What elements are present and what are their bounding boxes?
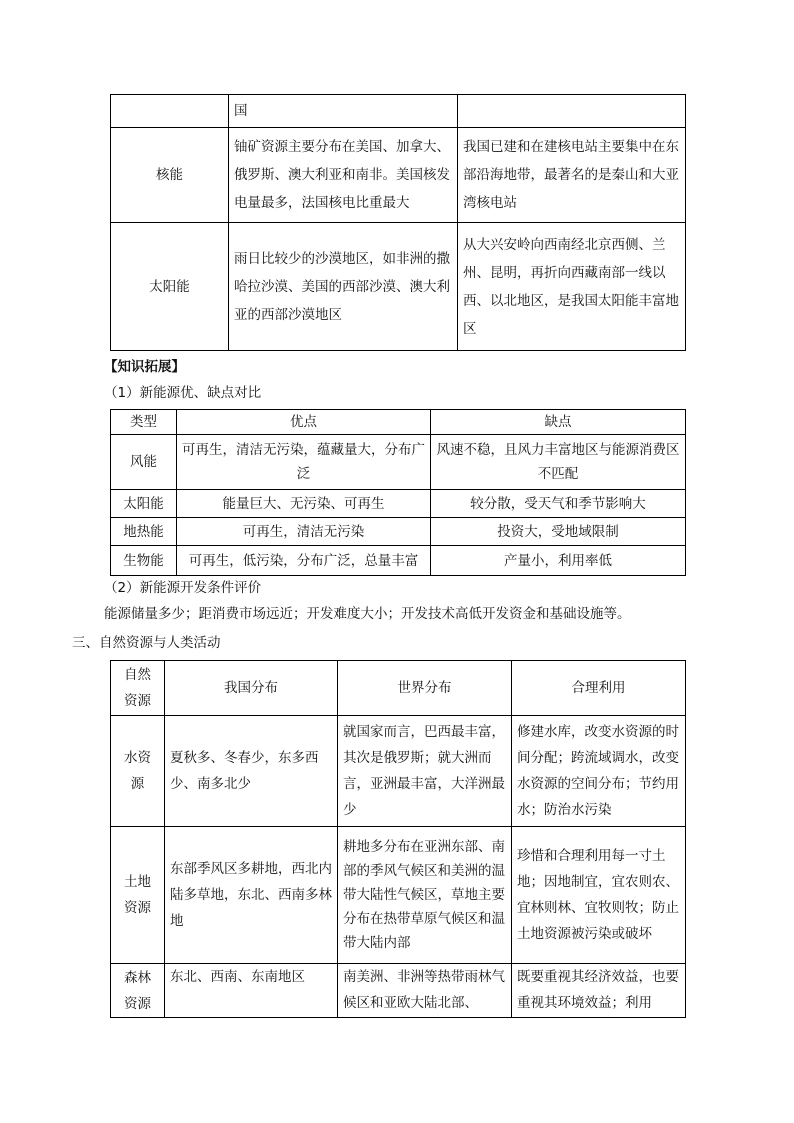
table-cell: 能量巨大、无污染、可再生	[177, 490, 431, 518]
table-row	[111, 518, 686, 546]
subheading-2: （2）新能源开发条件评价	[104, 580, 262, 596]
column-header: 缺点	[431, 410, 686, 435]
table-cell: 较分散，受天气和季节影响大	[431, 490, 686, 518]
subheading-1: （1）新能源优、缺点对比	[104, 385, 262, 401]
section-title: 三、自然资源与人类活动	[72, 635, 221, 651]
table-row	[111, 827, 686, 964]
natural-resources-table	[110, 660, 686, 1018]
table-header-row	[111, 661, 686, 716]
column-header: 类型	[111, 410, 177, 435]
table-cell: 核能	[111, 128, 229, 223]
table-row	[111, 546, 686, 576]
table-cell: 东北、西南、东南地区	[165, 964, 338, 1018]
table-cell: 夏秋多、冬春少，东多西少、南多北少	[165, 716, 338, 827]
table-cell: 既要重视其经济效益，也要重视其环境效益；利用	[512, 964, 686, 1018]
table-row	[111, 435, 686, 490]
table-cell: 就国家而言，巴西最丰富，其次是俄罗斯；就大洲而言，亚洲最丰富，大洋洲最少	[338, 716, 512, 827]
table-cell: 风能	[111, 435, 177, 490]
table-row	[111, 95, 686, 128]
table-row	[111, 964, 686, 1018]
table-cell: 铀矿资源主要分布在美国、加拿大、俄罗斯、澳大利亚和南非。美国核发电量最多，法国核电比重最大	[229, 128, 458, 223]
new-energy-comparison-table	[110, 409, 686, 576]
table-cell: 土地资源	[111, 827, 165, 964]
table-cell: 国	[229, 95, 458, 128]
column-header: 优点	[177, 410, 431, 435]
table-cell: 生物能	[111, 546, 177, 576]
table-cell: 风速不稳，且风力丰富地区与能源消费区不匹配	[431, 435, 686, 490]
column-header: 我国分布	[165, 661, 338, 716]
column-header: 自然资源	[111, 661, 165, 716]
table-cell: 耕地多分布在亚洲东部、南部的季风气候区和美洲的温带大陆性气候区，草地主要分布在热带草原气候区和温带大陆内部	[338, 827, 512, 964]
table-cell: 太阳能	[111, 223, 229, 351]
table-cell: 太阳能	[111, 490, 177, 518]
knowledge-heading: 【知识拓展】	[104, 359, 185, 375]
energy-distribution-table	[110, 94, 686, 351]
table-row	[111, 128, 686, 223]
table-cell	[111, 95, 229, 128]
table-cell: 雨日比较少的沙漠地区，如非洲的撒哈拉沙漠、美国的西部沙漠、澳大利亚的西部沙漠地区	[229, 223, 458, 351]
table-cell: 可再生，清洁无污染，蕴藏量大，分布广泛	[177, 435, 431, 490]
column-header: 合理利用	[512, 661, 686, 716]
table-header-row	[111, 410, 686, 435]
table-cell: 地热能	[111, 518, 177, 546]
table-cell: 森林资源	[111, 964, 165, 1018]
table-row	[111, 223, 686, 351]
table-cell: 修建水库，改变水资源的时间分配；跨流域调水，改变水资源的空间分布；节约用水；防治水污染	[512, 716, 686, 827]
table-cell: 可再生，清洁无污染	[177, 518, 431, 546]
table-cell: 从大兴安岭向西南经北京西侧、兰州、昆明，再折向西藏南部一线以西、以北地区，是我国太阳能丰富地区	[458, 223, 686, 351]
table-cell: 珍惜和合理利用每一寸土地；因地制宜，宜农则农、宜林则林、宜牧则牧；防止土地资源被污染或破坏	[512, 827, 686, 964]
table-cell: 东部季风区多耕地，西北内陆多草地，东北、西南多林地	[165, 827, 338, 964]
table-cell	[458, 95, 686, 128]
table-row	[111, 716, 686, 827]
evaluation-text: 能源储量多少；距消费市场远近；开发难度大小；开发技术高低开发资金和基础设施等。	[104, 606, 631, 622]
table-cell: 南美洲、非洲等热带雨林气候区和亚欧大陆北部、	[338, 964, 512, 1018]
table-row	[111, 490, 686, 518]
table-cell: 水资源	[111, 716, 165, 827]
table-cell: 可再生，低污染，分布广泛，总量丰富	[177, 546, 431, 576]
table-cell: 我国已建和在建核电站主要集中在东部沿海地带，最著名的是秦山和大亚湾核电站	[458, 128, 686, 223]
column-header: 世界分布	[338, 661, 512, 716]
table-cell: 投资大，受地域限制	[431, 518, 686, 546]
table-cell: 产量小，利用率低	[431, 546, 686, 576]
